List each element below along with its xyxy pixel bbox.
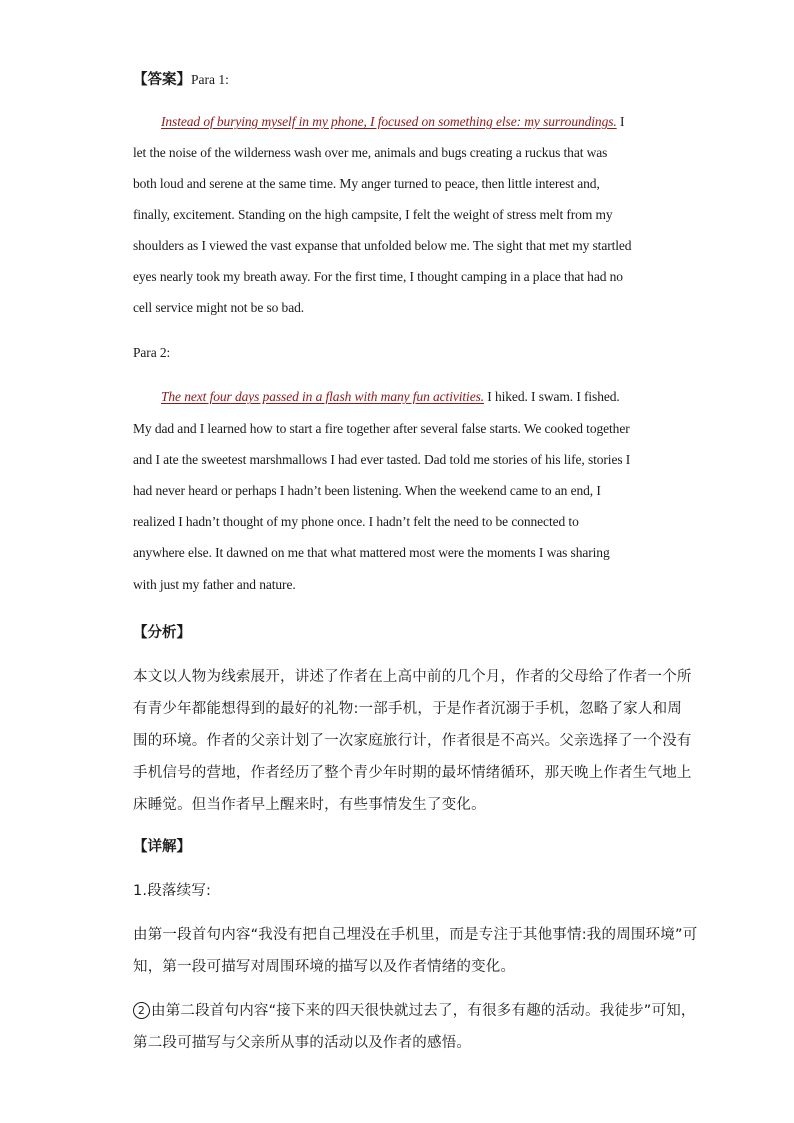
- detail-heading: 【详解】: [133, 839, 191, 855]
- analysis-line: 床睡觉。但当作者早上醒来时，有些事情发生了变化。: [133, 797, 486, 813]
- detail-point-1-line: 由第一段首句内容“我没有把自己埋没在手机里，而是专注于其他事情:我的周围环境”可: [133, 927, 698, 943]
- circled-number-2: 2: [133, 1002, 150, 1019]
- answer-heading: [133, 68, 229, 89]
- para1-line: eyes nearly took my breath away. For the first time, I thought camping in a place that had no: [133, 269, 623, 284]
- para1-topic-sentence: Instead of burying myself in my phone, I focused on something else: my surroundings.: [161, 114, 617, 129]
- para2-line: anywhere else. It dawned on me that what mattered most were the moments I was sharing: [133, 545, 610, 560]
- para2-first-tail: I hiked. I swam. I fished.: [484, 389, 620, 404]
- detail-point-1-line: 知，第一段可描写对周围环境的描写以及作者情绪的变化。: [133, 959, 516, 975]
- analysis-line: 有青少年都能想得到的最好的礼物:一部手机，于是作者沉溺于手机，忽略了家人和周: [133, 701, 682, 717]
- detail-point-2-text: 由第二段首句内容“接下来的四天很快就过去了，有很多有趣的活动。我徒步”可知，: [151, 1003, 696, 1019]
- para2-line: My dad and I learned how to start a fire together after several false starts. We cooked together: [133, 421, 630, 436]
- para1-first-line: [161, 114, 624, 130]
- answer-label: 【答案】: [133, 72, 191, 88]
- analysis-heading: 【分析】: [133, 625, 191, 641]
- analysis-line: 围的环境。作者的父亲计划了一次家庭旅行计，作者很是不高兴。父亲选择了一个没有: [133, 733, 692, 749]
- para2-line: had never heard or perhaps I hadn’t been listening. When the weekend came to an end, I: [133, 483, 601, 498]
- para1-label: Para 1:: [191, 72, 229, 87]
- analysis-line: 手机信号的营地，作者经历了整个青少年时期的最坏情绪循环，那天晚上作者生气地上: [133, 765, 692, 781]
- para2-line: and I ate the sweetest marshmallows I had ever tasted. Dad told me stories of his life, stories I: [133, 452, 631, 467]
- para1-line: cell service might not be so bad.: [133, 300, 305, 315]
- detail-item-1: 1.段落续写:: [133, 883, 212, 899]
- para1-line: shoulders as I viewed the vast expanse that unfolded below me. The sight that met my startled: [133, 238, 632, 253]
- para2-line: with just my father and nature.: [133, 577, 296, 592]
- para2-topic-sentence: The next four days passed in a flash with many fun activities.: [161, 389, 485, 404]
- detail-point-2-line: [133, 999, 696, 1020]
- para2-line: realized I hadn’t thought of my phone once. I hadn’t felt the need to be connected to: [133, 514, 579, 529]
- para2-label: Para 2:: [133, 345, 171, 360]
- para2-first-line: [161, 389, 620, 405]
- para1-first-tail: I: [616, 114, 625, 129]
- detail-point-2-line: 第二段可描写与父亲所从事的活动以及作者的感悟。: [133, 1035, 472, 1051]
- para1-line: both loud and serene at the same time. My anger turned to peace, then little interest and,: [133, 176, 600, 191]
- para1-line: let the noise of the wilderness wash over me, animals and bugs creating a ruckus that was: [133, 145, 608, 160]
- para1-line: finally, excitement. Standing on the high campsite, I felt the weight of stress melt from my: [133, 207, 613, 222]
- analysis-line: 本文以人物为线索展开，讲述了作者在上高中前的几个月，作者的父母给了作者一个所: [133, 669, 692, 685]
